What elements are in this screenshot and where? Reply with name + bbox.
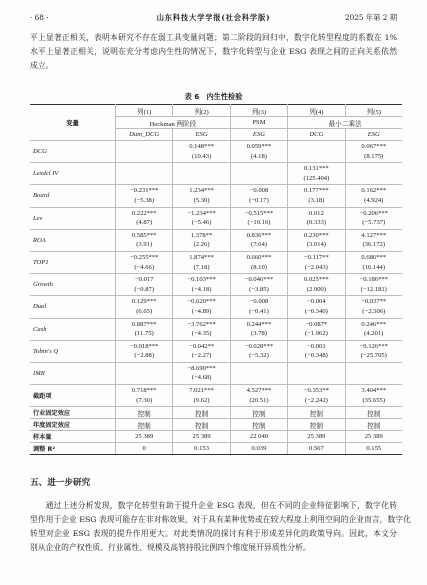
- coefficient-cell: [116, 318, 173, 340]
- coefficient-row: [30, 141, 402, 163]
- coefficient-row: [30, 296, 402, 318]
- coefficient-row: [30, 251, 402, 273]
- t-statistic: (−4.89): [191, 307, 212, 315]
- coefficient-cell: [230, 141, 287, 163]
- continued-paragraph: [30, 31, 397, 73]
- t-statistic: (−0.87): [134, 285, 155, 293]
- t-statistic: (−0.340): [304, 307, 328, 315]
- t-statistic: (8.175): [364, 152, 384, 160]
- coefficient-row: [30, 385, 402, 407]
- summary-cell: 控制: [116, 419, 173, 431]
- t-statistic: (−4.35): [191, 330, 212, 338]
- coefficient-value: 0.148***: [189, 143, 214, 150]
- paragraph-line: 水平上显著正相关，说明在充分考虑内生性的情况下，数字化转型与企业 ESG 表现之间的正向关系依然: [30, 47, 397, 56]
- summary-row: [30, 419, 402, 431]
- coefficient-value: −0.042**: [189, 342, 215, 350]
- issue-label: 2025 年第 2 期: [344, 13, 397, 22]
- coefficient-value: 4.127***: [361, 231, 387, 239]
- t-statistic: (7.18): [193, 263, 210, 271]
- coefficient-cell: [230, 274, 287, 296]
- dependent-variable: ESG: [345, 129, 402, 141]
- summary-cell: 控制: [116, 407, 173, 419]
- coefficient-value: 0.686***: [361, 253, 387, 261]
- row-label: 年度固定效应: [30, 419, 116, 431]
- coefficient-value: 0.230***: [304, 231, 329, 239]
- coefficient-cell: [230, 362, 287, 384]
- coefficient-row: [30, 362, 402, 384]
- t-statistic: (6.65): [136, 307, 153, 315]
- coefficient-cell: [345, 274, 402, 296]
- t-statistic: (3.91): [136, 241, 153, 249]
- running-header: [30, 13, 397, 23]
- t-statistic: (36.172): [362, 241, 386, 249]
- summary-cell: 控制: [173, 419, 230, 431]
- t-statistic: (−0.41): [249, 307, 269, 315]
- coefficient-value: −0.037**: [361, 298, 387, 306]
- t-statistic: (5.30): [193, 196, 210, 204]
- dependent-variable: ESG: [230, 129, 287, 141]
- coefficient-row: [30, 340, 402, 362]
- t-statistic: (−4.68): [191, 374, 212, 382]
- coefficient-value: 0.660***: [246, 253, 272, 261]
- coefficient-cell: [288, 229, 345, 251]
- row-label: Tobin's Q: [30, 340, 116, 362]
- t-statistic: (3.78): [251, 330, 267, 338]
- row-label: Board: [30, 185, 116, 207]
- coefficient-cell: [116, 362, 173, 384]
- coefficient-value: −0.126***: [359, 342, 388, 350]
- coefficient-value: −0.231***: [129, 187, 159, 195]
- coefficient-cell: [230, 385, 287, 407]
- table-body: [30, 141, 402, 455]
- summary-cell: 0: [116, 443, 173, 455]
- row-label: Lexdcl IV: [30, 163, 116, 185]
- coefficient-cell: [173, 385, 230, 407]
- coefficient-cell: [288, 207, 345, 229]
- dependent-variable: DCG: [288, 129, 345, 141]
- coefficient-cell: [288, 274, 345, 296]
- coefficient-cell: [230, 207, 287, 229]
- coefficient-cell: [288, 318, 345, 340]
- t-statistic: (4.924): [364, 196, 384, 204]
- t-statistic: (−4.18): [191, 285, 212, 293]
- column-label: 列(5): [345, 105, 402, 117]
- t-statistic: (3.18): [308, 196, 325, 204]
- coefficient-cell: [345, 296, 402, 318]
- coefficient-value: −0.353**: [303, 387, 329, 395]
- coefficient-cell: [116, 185, 173, 207]
- coefficient-value: −0.008: [249, 187, 269, 195]
- coefficient-value: −0.008: [249, 298, 269, 306]
- t-statistic: (−5.737): [362, 219, 386, 227]
- coefficient-value: 1.234***: [189, 187, 214, 195]
- dependent-variable: ESG: [173, 129, 230, 141]
- column-label: 列(3): [230, 105, 287, 117]
- coefficient-value: −0.017: [134, 276, 154, 284]
- coefficient-cell: [345, 207, 402, 229]
- coefficient-value: −0.255***: [129, 253, 159, 261]
- t-statistic: (−0.348): [304, 352, 328, 360]
- table-caption: 表 6 内生性检验: [184, 92, 243, 101]
- summary-cell: 控制: [288, 407, 345, 419]
- summary-cell: 0.155: [345, 443, 402, 455]
- coefficient-value: −0.103***: [187, 276, 216, 284]
- coefficient-cell: [230, 296, 287, 318]
- t-statistic: (−25.705): [360, 352, 387, 360]
- coefficient-cell: [173, 163, 230, 185]
- coefficient-value: 4.527***: [246, 387, 272, 395]
- coefficient-cell: [288, 340, 345, 362]
- coefficient-cell: [345, 185, 402, 207]
- summary-row: [30, 443, 402, 455]
- variable-column-header: 变量: [30, 105, 116, 141]
- row-label: TOP1: [30, 251, 116, 273]
- row-label: Growth: [30, 274, 116, 296]
- t-statistic: (35.655): [362, 396, 386, 404]
- t-statistic: (20.51): [249, 396, 269, 404]
- row-label: IMR: [30, 362, 116, 384]
- coefficient-cell: [173, 141, 230, 163]
- row-label: 调整 R²: [30, 443, 116, 455]
- coefficient-value: −0.515***: [244, 209, 274, 217]
- coefficient-cell: [345, 340, 402, 362]
- coefficient-value: 0.025***: [304, 276, 329, 284]
- row-label: 截距项: [30, 385, 116, 407]
- coefficient-cell: [345, 362, 402, 384]
- row-label: DCG: [30, 141, 116, 163]
- coefficient-cell: [288, 385, 345, 407]
- coefficient-value: 3.404***: [361, 387, 387, 395]
- summary-cell: 控制: [230, 407, 287, 419]
- journal-title: 山东科技大学学报(社会科学版): [156, 13, 271, 22]
- t-statistic: (16.144): [362, 263, 386, 271]
- summary-cell: 控制: [230, 419, 287, 431]
- coefficient-cell: [230, 340, 287, 362]
- t-statistic: (7.64): [251, 241, 267, 249]
- t-statistic: (7.30): [136, 396, 153, 404]
- t-statistic: (8.10): [251, 263, 267, 271]
- summary-cell: 控制: [345, 419, 402, 431]
- coefficient-cell: [116, 385, 173, 407]
- t-statistic: (−0.17): [249, 196, 269, 204]
- column-label: 列(2): [173, 105, 230, 117]
- coefficient-cell: [173, 274, 230, 296]
- table-header: [30, 105, 402, 141]
- coefficient-value: −0.206***: [359, 209, 388, 217]
- coefficient-value: 1.378**: [190, 231, 213, 239]
- coefficient-value: −0.046***: [244, 276, 274, 284]
- row-label: Lev: [30, 207, 116, 229]
- coefficient-value: 0.067***: [361, 143, 387, 150]
- coefficient-cell: [116, 340, 173, 362]
- coefficient-value: 0.177***: [304, 187, 329, 195]
- coefficient-value: −0.087*: [305, 320, 328, 328]
- coefficient-cell: [116, 163, 173, 185]
- coefficient-value: −1.234***: [187, 209, 216, 217]
- coefficient-cell: [116, 229, 173, 251]
- t-statistic: (0.333): [306, 219, 326, 227]
- coefficient-cell: [345, 141, 402, 163]
- section-heading: 五、进一步研究: [30, 478, 91, 488]
- coefficient-cell: [173, 185, 230, 207]
- t-statistic: (2.900): [306, 285, 326, 293]
- coefficient-cell: [173, 207, 230, 229]
- coefficient-value: 0.585***: [131, 231, 157, 239]
- paragraph-line: 别从企业的产权性质、行业属性、规模及高管持股比例四个维度展开异质性分析。: [30, 543, 311, 552]
- coefficient-cell: [288, 362, 345, 384]
- section-paragraph: [30, 499, 411, 555]
- coefficient-cell: [345, 251, 402, 273]
- t-statistic: (3.014): [306, 241, 326, 249]
- paragraph-line: 通过上述分析发现，数字化转型有助于提升企业 ESG 表现，但在不同的企业特征影响下，数字化转: [45, 501, 397, 510]
- coefficient-cell: [230, 229, 287, 251]
- summary-cell: 22 040: [230, 431, 287, 443]
- coefficient-value: 0.059***: [246, 143, 272, 150]
- paragraph-line: 转型对企业 ESG 表现的提升作用更大。对此类情况的探讨有利于形成差异化的政策导向。因此，本文分: [30, 529, 397, 538]
- coefficient-value: 0.012: [308, 209, 324, 217]
- t-statistic: (−5.38): [134, 196, 155, 204]
- t-statistic: (4.18): [251, 152, 267, 160]
- page-number: · 68 ·: [30, 13, 49, 22]
- summary-cell: 0.153: [173, 443, 230, 455]
- t-statistic: (−3.85): [249, 285, 269, 293]
- summary-cell: 25 389: [116, 431, 173, 443]
- coefficient-cell: [173, 251, 230, 273]
- coefficient-cell: [345, 318, 402, 340]
- coefficient-cell: [230, 163, 287, 185]
- coefficient-cell: [173, 340, 230, 362]
- coefficient-cell: [345, 229, 402, 251]
- coefficient-value: 0.129***: [131, 298, 157, 306]
- t-statistic: (−2.242): [304, 396, 328, 404]
- coefficient-value: 0.887***: [131, 320, 157, 328]
- t-statistic: (−10.16): [247, 219, 271, 227]
- coefficient-value: 0.222***: [131, 209, 157, 217]
- t-statistic: (−5.46): [191, 219, 212, 227]
- row-label: Dual: [30, 296, 116, 318]
- method-label: 最小二乘法: [288, 117, 402, 129]
- coefficient-cell: [116, 207, 173, 229]
- coefficient-value: 0.718***: [131, 387, 157, 395]
- coefficient-value: 1.874***: [189, 253, 214, 261]
- t-statistic: (−2.306): [362, 307, 386, 315]
- coefficient-cell: [116, 251, 173, 273]
- coefficient-cell: [345, 163, 402, 185]
- coefficient-value: 0.246***: [361, 320, 387, 328]
- coefficient-value: −0.004: [307, 298, 326, 306]
- coefficient-cell: [116, 141, 173, 163]
- coefficient-cell: [116, 296, 173, 318]
- t-statistic: (−1.962): [304, 330, 328, 338]
- coefficient-value: 7.021***: [189, 387, 214, 395]
- t-statistic: (−2.88): [134, 352, 155, 360]
- t-statistic: (−4.66): [134, 263, 155, 271]
- summary-cell: 控制: [173, 407, 230, 419]
- paragraph-line: 成立。: [30, 61, 54, 70]
- row-label: ROA: [30, 229, 116, 251]
- coefficient-cell: [288, 296, 345, 318]
- method-label: Heckman 两阶段: [116, 117, 231, 129]
- coefficient-cell: [288, 251, 345, 273]
- coefficient-value: −0.620***: [187, 298, 216, 306]
- column-label: 列(4): [288, 105, 345, 117]
- summary-row: [30, 407, 402, 419]
- coefficient-cell: [173, 362, 230, 384]
- coefficient-cell: [288, 141, 345, 163]
- coefficient-cell: [173, 318, 230, 340]
- endogeneity-test-table: [30, 104, 402, 455]
- summary-cell: 25 389: [288, 431, 345, 443]
- coefficient-value: 0.131***: [304, 165, 329, 173]
- t-statistic: (4.201): [364, 330, 384, 338]
- column-label-row: [30, 105, 402, 117]
- coefficient-value: −0.028***: [244, 342, 274, 350]
- coefficient-row: [30, 229, 402, 251]
- coefficient-value: 0.244***: [246, 320, 272, 328]
- row-label: Cash: [30, 318, 116, 340]
- t-statistic: (−2.043): [304, 263, 328, 271]
- coefficient-cell: [288, 185, 345, 207]
- summary-cell: 控制: [288, 419, 345, 431]
- t-statistic: (125.404): [303, 174, 330, 182]
- t-statistic: (−12.181): [360, 285, 387, 293]
- coefficient-value: −8.690***: [187, 364, 216, 372]
- paragraph-line: 平上显著正相关，表明本研究不存在弱工具变量问题；第二阶段的回归中，数字化转型程度的系数在 1%: [30, 33, 397, 42]
- row-label: 行业固定效应: [30, 407, 116, 419]
- coefficient-cell: [230, 318, 287, 340]
- coefficient-value: −0.186***: [359, 276, 388, 284]
- t-statistic: (10.43): [191, 152, 212, 160]
- summary-cell: 25 389: [173, 431, 230, 443]
- t-statistic: (2.26): [193, 241, 210, 249]
- column-label: 列(1): [116, 105, 173, 117]
- summary-cell: 0.039: [230, 443, 287, 455]
- t-statistic: (4.87): [136, 219, 153, 227]
- coefficient-row: [30, 274, 402, 296]
- dependent-variable: Dum_DCG: [116, 129, 173, 141]
- summary-cell: 控制: [345, 407, 402, 419]
- t-statistic: (−5.32): [249, 352, 269, 360]
- coefficient-value: −0.001: [307, 342, 326, 350]
- coefficient-cell: [288, 163, 345, 185]
- coefficient-row: [30, 207, 402, 229]
- coefficient-cell: [230, 185, 287, 207]
- coefficient-cell: [116, 274, 173, 296]
- t-statistic: (−2.27): [191, 352, 212, 360]
- coefficient-cell: [173, 229, 230, 251]
- coefficient-value: −0.117**: [303, 253, 329, 261]
- coefficient-row: [30, 185, 402, 207]
- coefficient-value: −3.762***: [187, 320, 216, 328]
- coefficient-cell: [345, 385, 402, 407]
- t-statistic: (9.62): [193, 396, 210, 404]
- summary-cell: 25 389: [345, 431, 402, 443]
- coefficient-cell: [230, 251, 287, 273]
- paragraph-line: 型作用于企业 ESG 表现可能存在非对称效果，对于具有某种优势或在较大程度上利用空间的企业而言，数字化: [30, 515, 411, 524]
- coefficient-value: 0.162***: [361, 187, 387, 195]
- coefficient-value: −0.018***: [129, 342, 159, 350]
- coefficient-row: [30, 163, 402, 185]
- coefficient-value: 0.836***: [246, 231, 272, 239]
- t-statistic: (11.75): [134, 330, 154, 338]
- coefficient-cell: [173, 296, 230, 318]
- row-label: 样本量: [30, 431, 116, 443]
- summary-cell: 0.567: [288, 443, 345, 455]
- method-label: PSM: [230, 117, 287, 129]
- summary-row: [30, 431, 402, 443]
- coefficient-row: [30, 318, 402, 340]
